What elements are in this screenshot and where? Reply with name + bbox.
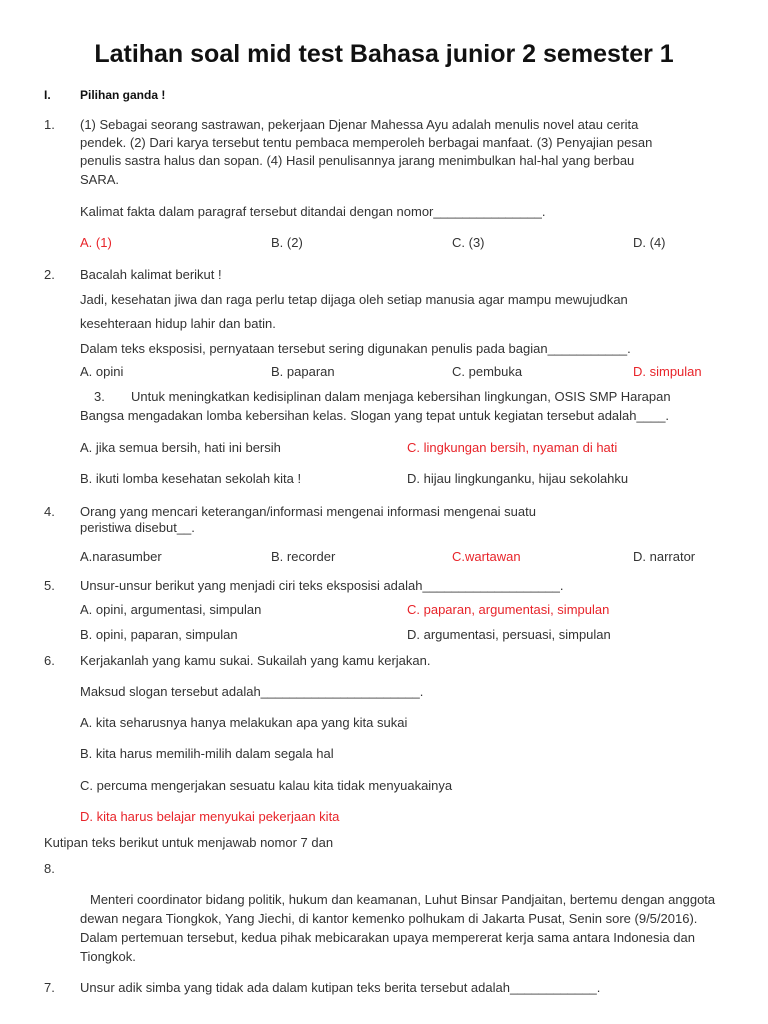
option-c-correct: C. paparan, argumentasi, simpulan — [407, 602, 610, 617]
slogan-text: Kerjakanlah yang kamu sukai. Sukailah yang kamu kerjakan. — [80, 653, 431, 668]
news-excerpt: Menteri coordinator bidang politik, hukum dan keamanan, Luhut Binsar Pandjaitan, bertemu dengan anggota dewan negara Tiongkok, Yang Jiechi, di kantor kemenko polhukam di Jakarta Pusat, Senin sore (9/5/2016). Dalam pertemuan tersebut, kedua pihak mebicarakan upaya mempererat kerja sama antara Indonesia dan Tiongkok. — [80, 892, 716, 964]
question-text: Untuk meningkatkan kedisiplinan dalam menjaga kebersihan lingkungan, OSIS SMP Harapan — [131, 389, 671, 404]
question-text: kesehteraan hidup lahir dan batin. — [80, 316, 276, 331]
option-d-correct: D. simpulan — [633, 364, 702, 379]
excerpt-intro: Kutipan teks berikut untuk menjawab nomor 7 dan — [44, 835, 334, 850]
option-b: B. (2) — [271, 235, 303, 250]
question-intro: Bacalah kalimat berikut ! — [80, 267, 222, 282]
question-text: SARA. — [80, 172, 120, 187]
question-text: Bangsa mengadakan lomba kebersihan kelas. Slogan yang tepat untuk kegiatan tersebut adalah____. — [80, 408, 670, 423]
question-text: peristiwa disebut__. — [80, 520, 195, 535]
option-b: B. kita harus memilih-milih dalam segala hal — [80, 746, 334, 761]
page-title: Latihan soal mid test Bahasa junior 2 semester 1 — [94, 40, 674, 68]
question-number: 6. — [44, 653, 55, 668]
option-a: A.narasumber — [80, 549, 162, 564]
question-prompt: Unsur adik simba yang tidak ada dalam kutipan teks berita tersebut adalah____________. — [80, 980, 601, 995]
question-text: pendek. (2) Dari karya tersebut tentu pembaca memperoleh berbagai manfaat. (3) Penyajian pesan — [80, 135, 653, 150]
excerpt-number: 8. — [44, 861, 55, 876]
option-b: B. ikuti lomba kesehatan sekolah kita ! — [80, 471, 302, 486]
question-number: 4. — [44, 504, 55, 519]
question-number: 3. — [94, 389, 105, 404]
option-b: B. recorder — [271, 549, 336, 564]
option-d: D. narrator — [633, 549, 696, 564]
option-a: A. opini, argumentasi, simpulan — [80, 602, 262, 617]
question-text: penulis sastra halus dan sopan. (4) Hasil penulisannya jarang menimbulkan hal-hal yang berbau — [80, 153, 635, 168]
question-prompt: Maksud slogan tersebut adalah______________________. — [80, 684, 424, 699]
option-c: C. percuma mengerjakan sesuatu kalau kita tidak menyuakainya — [80, 778, 453, 793]
question-number: 2. — [44, 267, 55, 282]
option-a: A. kita seharusnya hanya melakukan apa yang kita sukai — [80, 715, 408, 730]
section-label: Pilihan ganda ! — [80, 88, 166, 102]
question-text: Jadi, kesehatan jiwa dan raga perlu tetap dijaga oleh setiap manusia agar mampu mewujudkan — [80, 292, 628, 307]
question-number: 5. — [44, 578, 55, 593]
question-text: (1) Sebagai seorang sastrawan, pekerjaan Djenar Mahessa Ayu adalah menulis novel atau cerita — [80, 117, 639, 132]
option-d: D. (4) — [633, 235, 666, 250]
option-b: B. paparan — [271, 364, 335, 379]
option-c: C. pembuka — [452, 364, 523, 379]
option-a-correct: A. (1) — [80, 235, 112, 250]
option-c-correct: C.wartawan — [452, 549, 521, 564]
question-text: Orang yang mencari keterangan/informasi mengenai informasi mengenai suatu — [80, 504, 536, 519]
option-b: B. opini, paparan, simpulan — [80, 627, 238, 642]
option-a: A. opini — [80, 364, 124, 379]
question-prompt: Kalimat fakta dalam paragraf tersebut ditandai dengan nomor_______________. — [80, 204, 546, 219]
question-prompt: Unsur-unsur berikut yang menjadi ciri teks eksposisi adalah___________________. — [80, 578, 564, 593]
option-d-correct: D. kita harus belajar menyukai pekerjaan kita — [80, 809, 340, 824]
option-c-correct: C. lingkungan bersih, nyaman di hati — [407, 440, 618, 455]
section-number: I. — [44, 88, 51, 102]
option-d: D. argumentasi, persuasi, simpulan — [407, 627, 611, 642]
option-a: A. jika semua bersih, hati ini bersih — [80, 440, 281, 455]
question-number: 1. — [44, 117, 55, 132]
option-c: C. (3) — [452, 235, 485, 250]
question-prompt: Dalam teks eksposisi, pernyataan tersebut sering digunakan penulis pada bagian___________. — [80, 341, 631, 356]
question-number: 7. — [44, 980, 55, 995]
option-d: D. hijau lingkunganku, hijau sekolahku — [407, 471, 629, 486]
